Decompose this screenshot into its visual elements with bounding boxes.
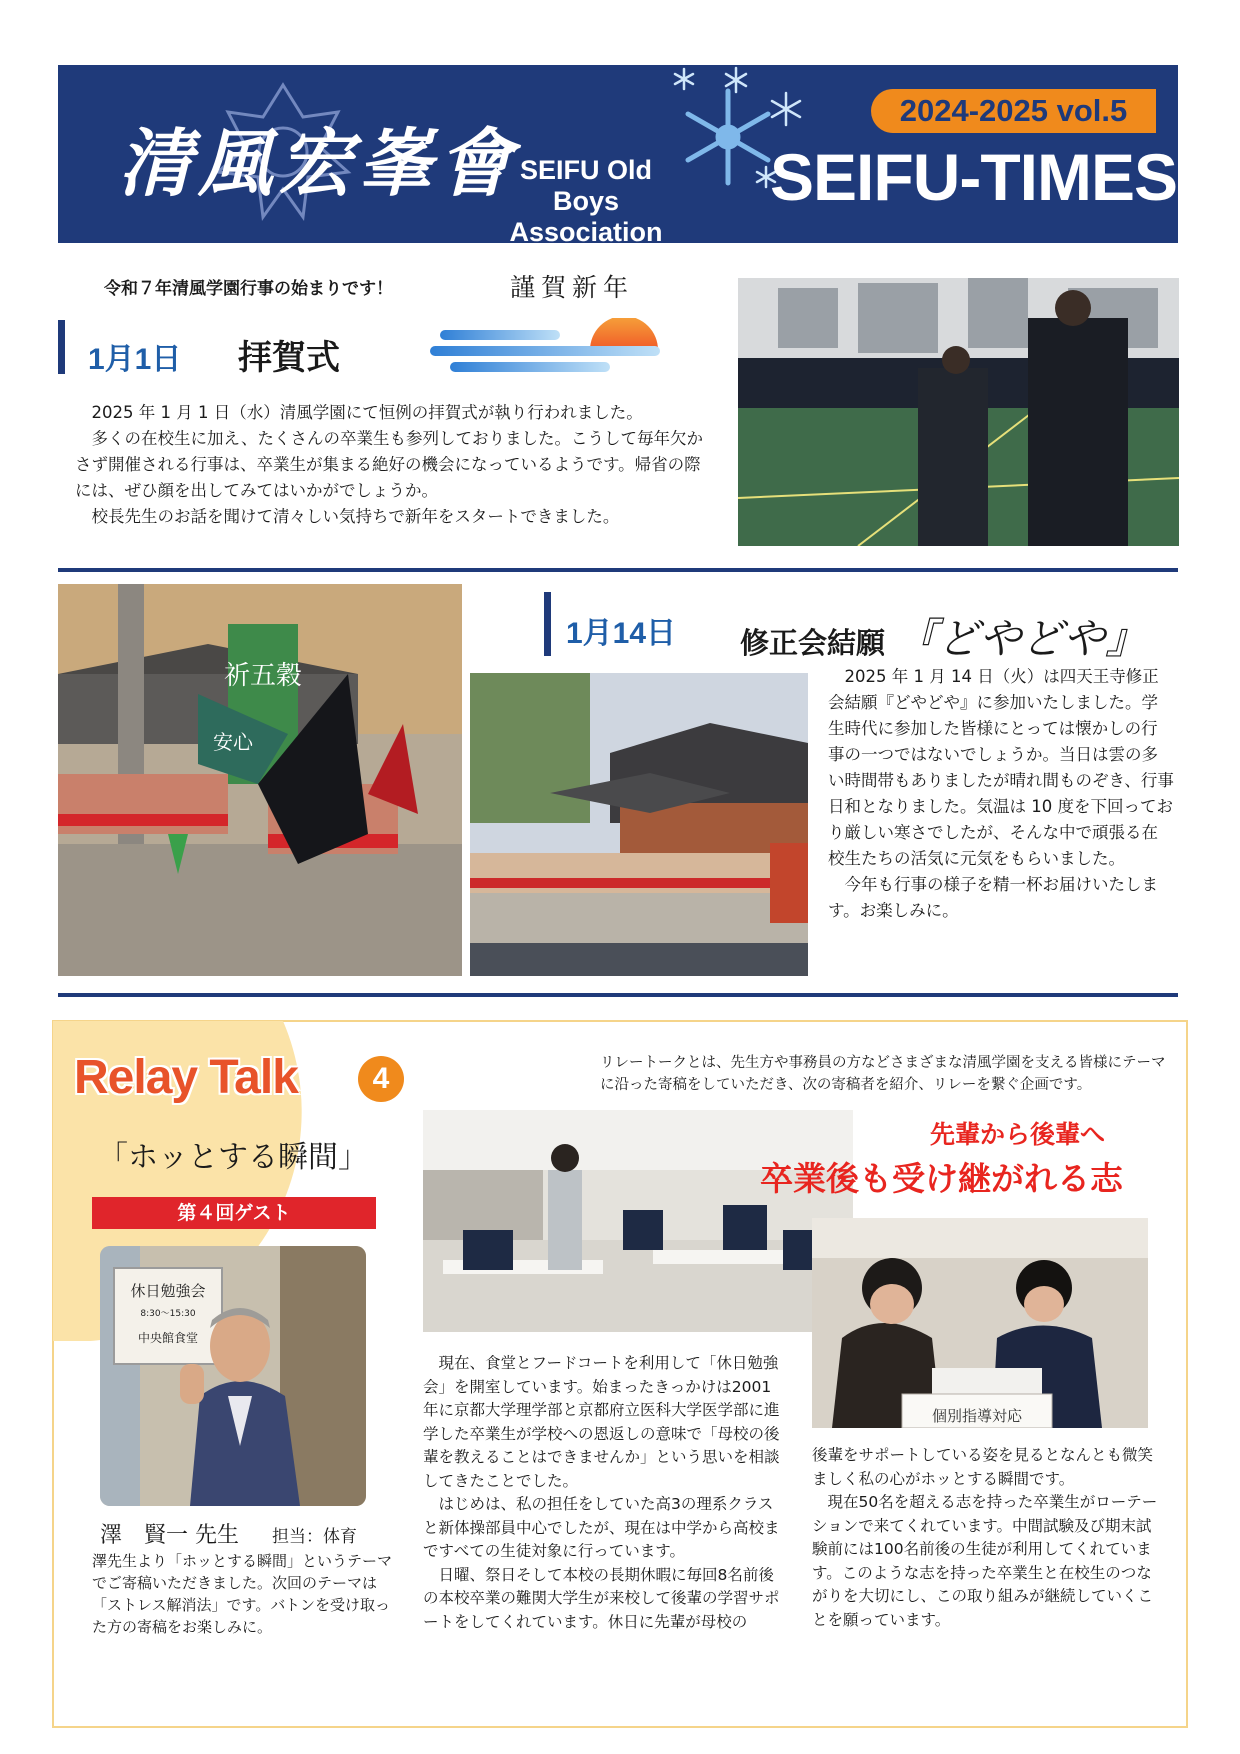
masthead <box>58 65 1178 247</box>
sign-time: 8:30～15:30 <box>140 1309 196 1319</box>
section1-intro: 令和７年清風学園行事の始まりです！ <box>104 279 393 299</box>
shitennoji-temple-photo <box>470 673 808 976</box>
guest-subject: 担当：体育 <box>272 1527 357 1547</box>
sunrise-clouds-icon <box>430 318 690 380</box>
relay-paragraph: 現在50名を超える志を持った卒業生がローテーションで来てくれています。中間試験及び期末試験前には100名前後の生徒が利用してくれています。このような志を持った卒業生と在校生のつながりを大切にし、この取り組みが継続していくことを願っています。 <box>812 1493 1158 1629</box>
section1-heading: 拝賀式 <box>238 338 340 378</box>
section2-heading <box>740 606 1147 666</box>
relay-subheading: 先輩から後輩へ <box>930 1120 1106 1149</box>
study-session-photo <box>423 1110 853 1332</box>
section1-paragraph: 2025 年 1 月 1 日（水）清風学園にて恒例の拝賀式が執り行われました。 <box>91 403 643 422</box>
section1-article <box>75 400 711 530</box>
section2-heading-text: 修正会結願 <box>740 626 886 660</box>
section-divider <box>58 568 1178 572</box>
association-line-1: SEIFU Old Boys <box>519 155 652 216</box>
section2-heading-quote: 『どやどや』 <box>895 614 1148 663</box>
guest-portrait-image <box>100 1246 366 1506</box>
banner-text: 安心 <box>213 730 253 754</box>
tutor-sign: 個別指導対応 <box>931 1407 1023 1425</box>
guest-name: 澤 賢一 先生 <box>100 1523 239 1548</box>
ceremony-photo <box>738 278 1179 546</box>
relay-talk-number: 4 <box>358 1056 404 1102</box>
relay-paragraph: 日曜、祭日そして本校の長期休暇に毎回8名前後の本校卒業の難関大学生が来校して後輩の学習サポートをしてくれています。休日に先輩が母校の <box>423 1565 780 1631</box>
section1-paragraph: 校長先生のお話を聞けて清々しい気持ちで新年をスタートできました。 <box>91 507 620 526</box>
tutoring-photo <box>812 1218 1148 1428</box>
section-divider <box>58 993 1178 997</box>
relay-paragraph: 現在、食堂とフードコートを利用して「休日勉強会」を開室しています。始まったきっかけは2001年に京都大学理学部と京都府立医科大学医学部に進学した卒業生が学校への恩返しの意味で「母校の後輩を教えることはできませんか」という思いを相談してきたことでした。 <box>423 1354 780 1490</box>
sign-title: 休日勉強会 <box>130 1282 206 1300</box>
relay-article-column-2 <box>812 1444 1162 1632</box>
relay-talk-title: Relay Talk <box>74 1051 298 1104</box>
sign-place: 中央館食堂 <box>137 1331 199 1345</box>
section1-paragraph: 多くの在校生に加え、たくさんの卒業生も参列しておりました。こうして毎年欠かさず開催される行事は、卒業生が集まる絶好の機会になっているようです。帰省の際には、ぜひ顔を出してみてはいかがでしょうか。 <box>75 429 703 500</box>
guest-note: 澤先生より「ホッとする瞬間」というテーマでご寄稿いただきました。次回のテーマは「ストレス解消法」です。バトンを受け取った方の寄稿をお楽しみに。 <box>92 1552 393 1636</box>
association-line-2: Association <box>509 217 663 247</box>
relay-paragraph: はじめは、私の担任をしていた高3の理系クラスと新体操部員中心でしたが、現在は中学から高校まですべての生徒対象に行っています。 <box>423 1495 780 1560</box>
section2-paragraph: 今年も行事の様子を精一杯お届けいたします。お楽しみに。 <box>828 875 1158 920</box>
section2-paragraph: 2025 年 1 月 14 日（火）は四天王寺修正会結願『どやどや』に参加いたしました。学生時代に参加した皆様にとっては懐かしの行事の一つではないでしょうか。当日は雲の多い時間帯もありましたが晴れ間ものぞき、行事日和となりました。気温は 10 度を下回っており厳しい寒さでしたが、そんな中で頑張る在校生たちの活気に元気をもらいました。 <box>828 667 1174 868</box>
new-year-greeting: 謹賀新年 <box>510 273 635 302</box>
section2-article <box>828 664 1174 924</box>
guest-portrait-photo <box>100 1246 366 1506</box>
guest-label: 第４回ゲスト <box>92 1197 376 1229</box>
volume-badge: 2024-2025 vol.5 <box>871 89 1156 133</box>
relay-description: リレートークとは、先生方や事務員の方などさまざまな清風学園を支える皆様にテーマに沿った寄稿をしていただき、次の寄稿者を紹介、リレーを繋ぐ企画です。 <box>600 1055 1166 1093</box>
section1-date: 1月1日 <box>88 343 182 376</box>
relay-theme: 「ホッとする瞬間」 <box>98 1140 368 1175</box>
section1-accent-bar <box>58 320 65 374</box>
relay-paragraph: 後輩をサポートしている姿を見るとなんとも微笑ましく私の心がホッとする瞬間です。 <box>812 1446 1154 1488</box>
doyadoya-procession-photo <box>58 584 462 976</box>
banner-text: 祈五穀 <box>223 661 303 691</box>
association-logo-text: 清風宏峯會 <box>118 121 518 207</box>
section2-date: 1月14日 <box>566 617 677 650</box>
newsletter-title: SEIFU-TIMES <box>770 140 1178 214</box>
relay-article-column-1 <box>423 1352 783 1634</box>
relay-catchphrase: 卒業後も受け継がれる志 <box>760 1159 1123 1198</box>
section2-accent-bar <box>544 592 551 656</box>
